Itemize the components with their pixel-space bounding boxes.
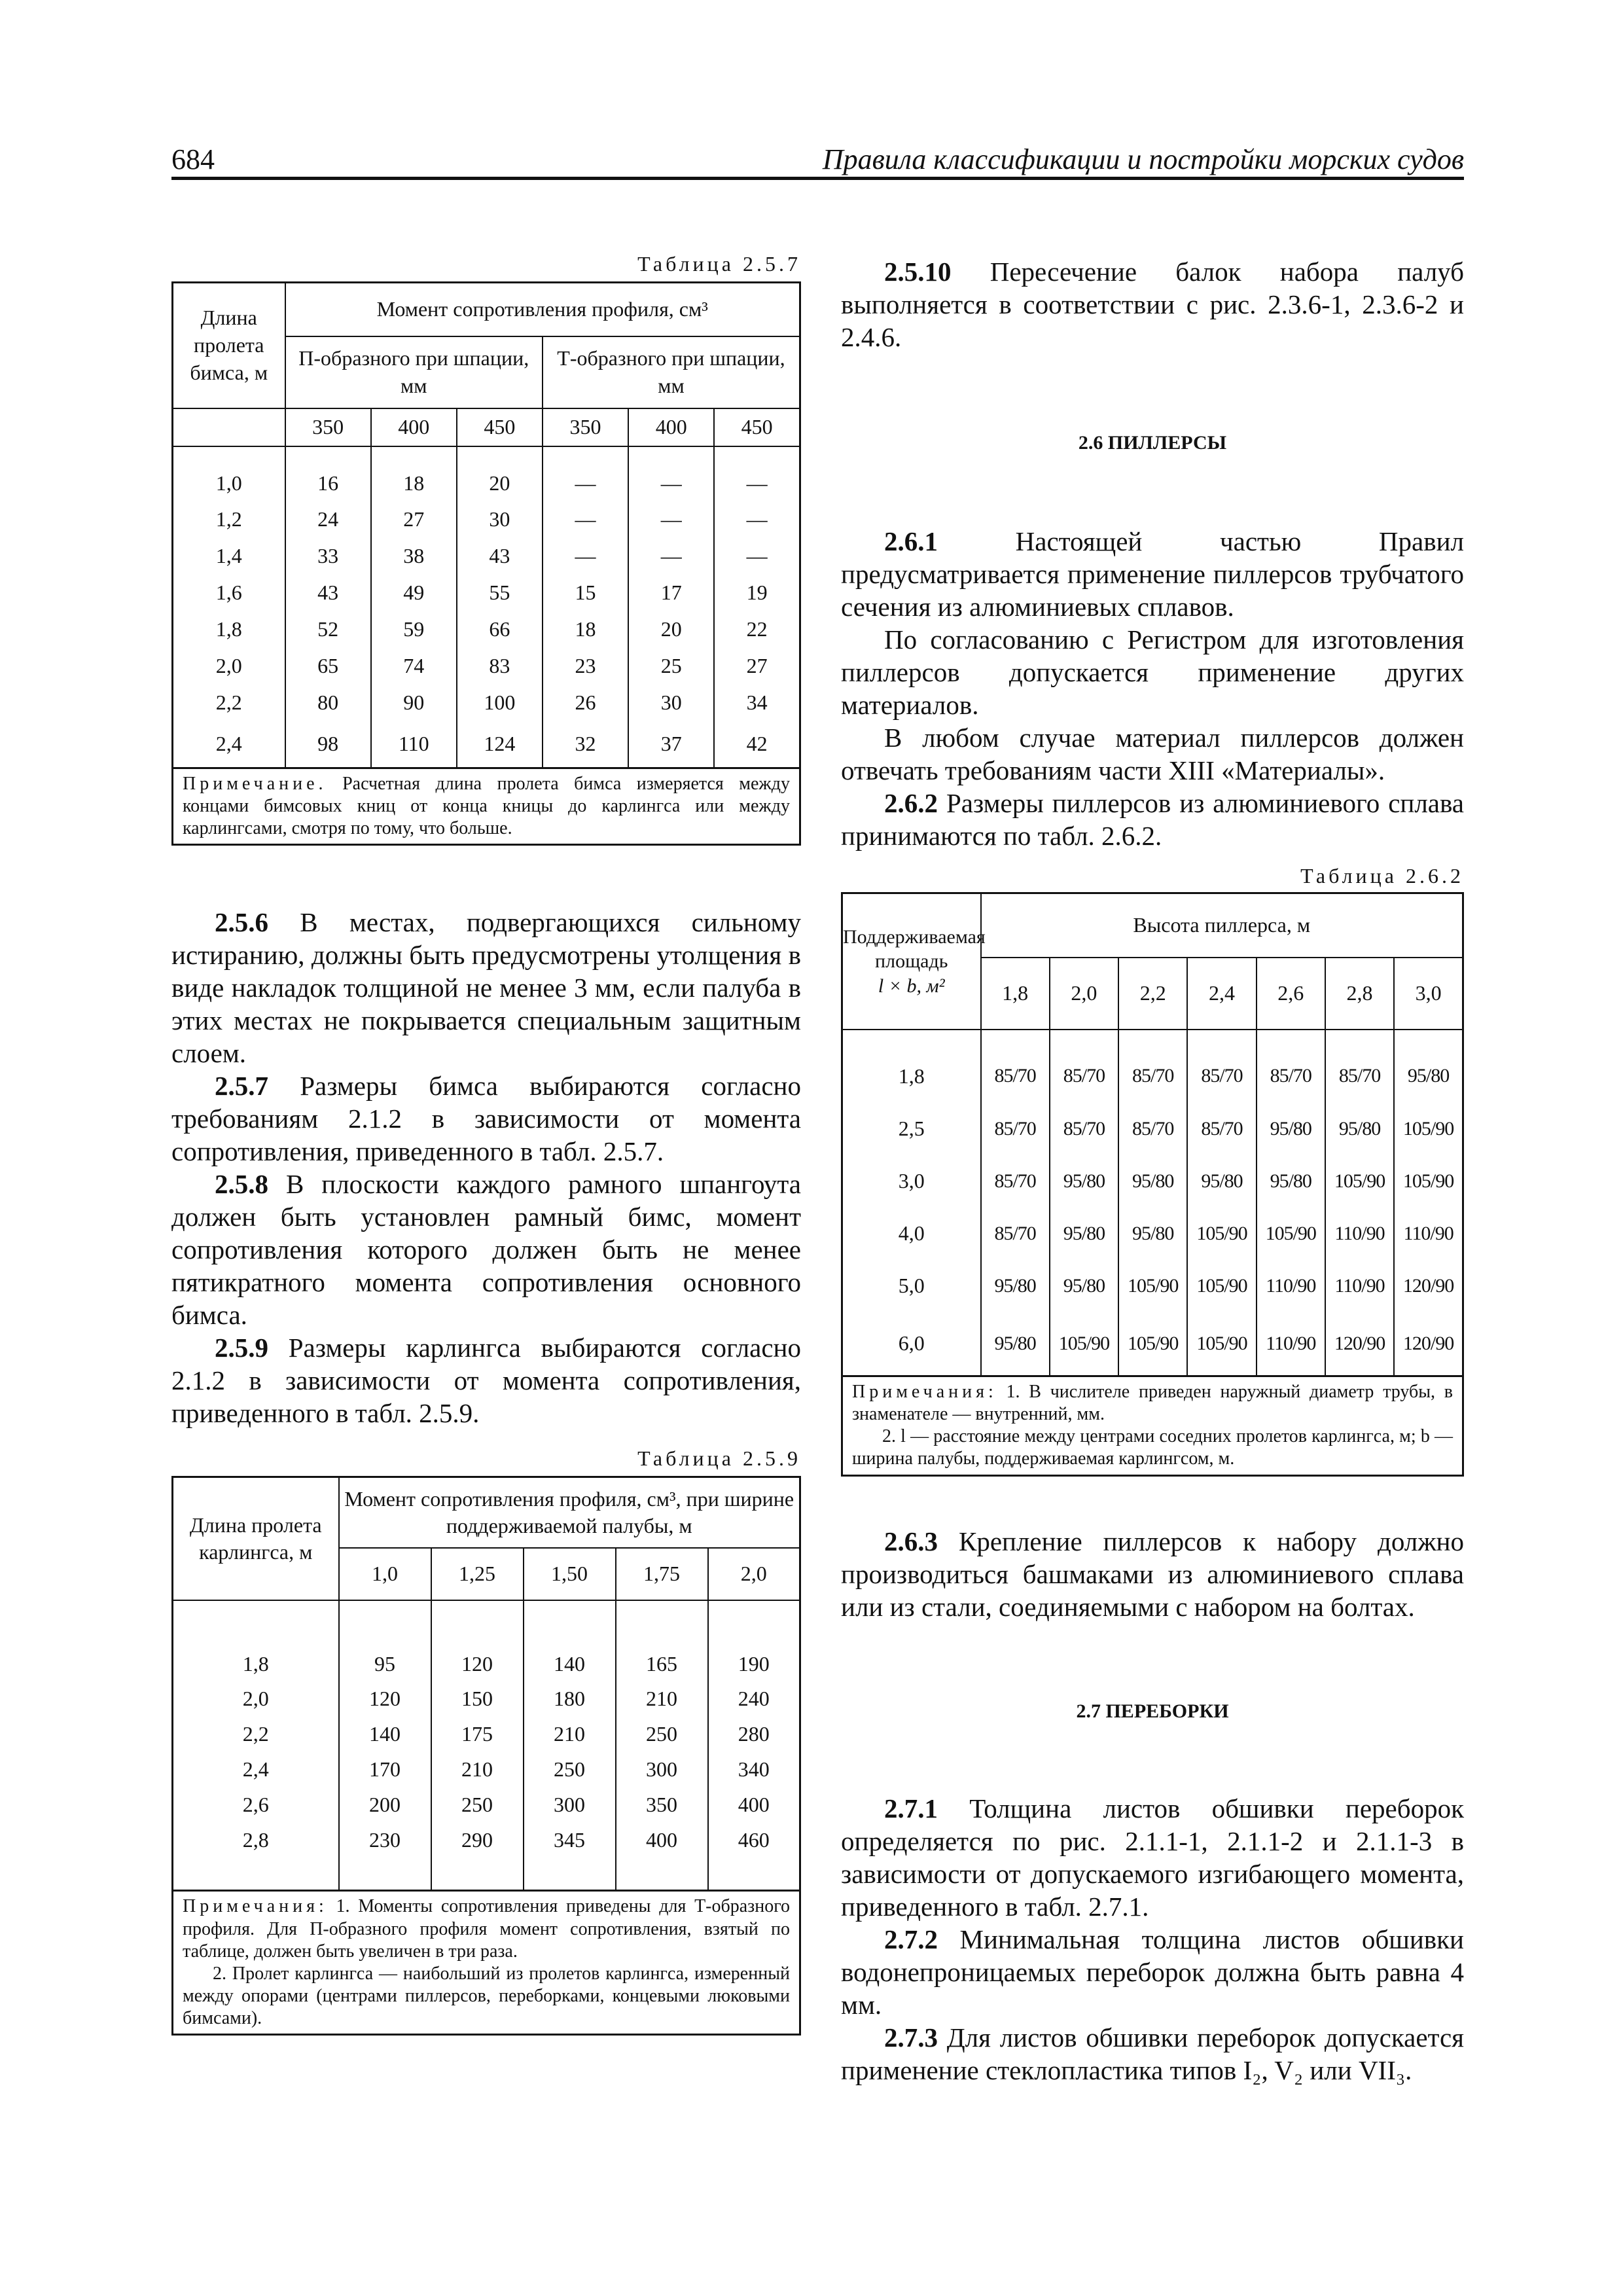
para-272: 2.7.2 Минимальная толщина листов обшивки водонепроницаемых переборок должна быть равна 4 мм. — [841, 1924, 1464, 2020]
table-cell: 110/90 — [1325, 1208, 1394, 1260]
table-259-col-moment: Момент сопротивления профиля, см³, при ширине поддерживаемой палубы, м — [339, 1477, 800, 1548]
table-cell: 52 — [285, 611, 371, 648]
para-text: Размеры карлингса выбираются согласно 2.1.2 в зависимости от момента сопротивления, приведенного в табл. 2.5.9. — [171, 1333, 802, 1429]
page-number: 684 — [171, 143, 215, 175]
para-left-3 — [171, 1331, 801, 1429]
table-cell: 95/80 — [981, 1312, 1050, 1376]
table-cell: — — [714, 446, 800, 501]
table-row — [173, 538, 800, 575]
table-259-note-1: 1. Моменты сопротивления приведены для Т-образного профиля. Для П-образного профиля момент сопротивления, взятый по таблице, должен быть увеличен в три раза. — [183, 1896, 790, 1962]
table-cell: 110 — [371, 721, 457, 768]
table-cell: 120/90 — [1394, 1260, 1463, 1312]
table-257-group-p: П-образного при шпации, мм — [285, 336, 543, 408]
table-row — [842, 1103, 1463, 1155]
table-cell: — — [543, 501, 628, 538]
table-cell: 350 — [616, 1787, 708, 1823]
table-cell: 85/70 — [1257, 1030, 1325, 1103]
table-cell: 1,8 — [842, 1030, 981, 1103]
table-cell: 85/70 — [981, 1155, 1050, 1208]
table-257-col-length: Длина пролета бимса, м — [173, 283, 285, 408]
table-257-spacing: 400 — [371, 408, 457, 446]
table-cell: 95/80 — [1050, 1260, 1118, 1312]
table-cell: 1,4 — [173, 538, 285, 575]
table-257-group-t: Т-образного при шпации, мм — [543, 336, 800, 408]
table-cell: 18 — [543, 611, 628, 648]
table-262-caption: Таблица 2.6.2 — [1300, 864, 1464, 888]
table-cell: 290 — [431, 1823, 524, 1891]
table-cell: 80 — [285, 685, 371, 721]
table-cell: 59 — [371, 611, 457, 648]
table-row — [173, 1752, 800, 1787]
table-257-note-text: Расчетная длина пролета бимса измеряется между концами бимсовых книц от конца кницы до карлингса или между карлингсами, смотря по тому, что больше. — [183, 774, 791, 839]
table-cell: 110/90 — [1394, 1208, 1463, 1260]
table-cell: 95/80 — [1325, 1103, 1394, 1155]
table-row — [842, 1030, 1463, 1103]
table-cell: 18 — [371, 446, 457, 501]
table-cell: 300 — [616, 1752, 708, 1787]
table-259-caption: Таблица 2.5.9 — [637, 1446, 801, 1471]
table-cell: 20 — [457, 446, 543, 501]
para-text: В плоскости каждого рамного шпангоута должен быть установлен рамный бимс, момент сопротивления которого должен быть не менее пятикратного момента сопротивления основного бимса. — [171, 1169, 801, 1331]
table-cell: 17 — [628, 575, 714, 611]
table-259-note-2: 2. Пролет карлингса — наибольший из пролетов карлингса, измеренный между опорами (центрами пиллерсов, переборками, концевыми люковыми бимсами). — [183, 1963, 790, 2029]
table-257-col-moment: Момент сопротивления профиля, см³ — [285, 283, 800, 336]
table-row — [842, 1260, 1463, 1312]
table-259-width: 2,0 — [708, 1548, 800, 1600]
table-cell: 400 — [708, 1787, 800, 1823]
table-cell: 85/70 — [1187, 1103, 1256, 1155]
section-27-heading: 2.7 ПЕРЕБОРКИ — [1076, 1700, 1229, 1722]
table-cell: 95/80 — [1118, 1155, 1187, 1208]
table-cell: 55 — [457, 575, 543, 611]
table-cell: 95 — [339, 1600, 431, 1681]
table-cell: 19 — [714, 575, 800, 611]
table-257-spacing: 450 — [457, 408, 543, 446]
table-cell: 230 — [339, 1823, 431, 1891]
table-cell: 66 — [457, 611, 543, 648]
table-cell: 95/80 — [1257, 1103, 1325, 1155]
para-left-2 — [171, 1168, 801, 1331]
table-cell: 120 — [339, 1681, 431, 1717]
table-cell: 105/90 — [1118, 1312, 1187, 1376]
table-cell: 85/70 — [981, 1208, 1050, 1260]
table-cell: 85/70 — [1325, 1030, 1394, 1103]
table-cell: 85/70 — [1187, 1030, 1256, 1103]
table-cell: 2,4 — [173, 721, 285, 768]
header-rule — [171, 177, 1464, 180]
table-cell: 2,6 — [173, 1787, 339, 1823]
table-cell: 2,5 — [842, 1103, 981, 1155]
table-cell: 124 — [457, 721, 543, 768]
table-cell: 1,8 — [173, 611, 285, 648]
table-259-width: 1,75 — [616, 1548, 708, 1600]
table-cell: — — [543, 446, 628, 501]
table-cell: 26 — [543, 685, 628, 721]
table-cell: 85/70 — [1050, 1030, 1118, 1103]
table-cell: — — [628, 538, 714, 575]
table-cell: 65 — [285, 648, 371, 685]
table-row — [173, 648, 800, 685]
left-column — [171, 252, 801, 2036]
table-cell: 2,4 — [173, 1752, 339, 1787]
table-cell: 1,0 — [173, 446, 285, 501]
table-cell: — — [628, 501, 714, 538]
table-cell: 460 — [708, 1823, 800, 1891]
table-259-col-length: Длина пролета карлингса, м — [173, 1477, 339, 1600]
table-cell: 1,8 — [173, 1600, 339, 1681]
table-cell: 140 — [524, 1600, 616, 1681]
table-cell: 25 — [628, 648, 714, 685]
table-262-height: 3,0 — [1394, 958, 1463, 1030]
table-row — [842, 1208, 1463, 1260]
table-cell: 95/80 — [1050, 1208, 1118, 1260]
table-cell: 250 — [524, 1752, 616, 1787]
table-cell: 49 — [371, 575, 457, 611]
table-cell: 400 — [616, 1823, 708, 1891]
table-cell: 180 — [524, 1681, 616, 1717]
table-262-note-label: Примечания: — [852, 1382, 997, 1402]
table-cell: 2,8 — [173, 1823, 339, 1891]
table-262-col-height: Высота пиллерса, м — [981, 893, 1463, 958]
table-cell: 95/80 — [1118, 1208, 1187, 1260]
table-cell: 5,0 — [842, 1260, 981, 1312]
table-cell: 27 — [714, 648, 800, 685]
left-paragraphs — [171, 906, 801, 1429]
table-cell: 1,6 — [173, 575, 285, 611]
table-257-spacing: 450 — [714, 408, 800, 446]
table-cell: 345 — [524, 1823, 616, 1891]
table-257-note-label: Примечание. — [183, 774, 327, 794]
table-cell: 2,0 — [173, 648, 285, 685]
table-cell: 2,2 — [173, 685, 285, 721]
table-row — [173, 1600, 800, 1681]
table-259-width: 1,25 — [431, 1548, 524, 1600]
para-left-1 — [171, 1069, 801, 1168]
table-262 — [841, 892, 1464, 1477]
para-number: 2.5.9 — [215, 1333, 268, 1363]
table-cell: 85/70 — [981, 1030, 1050, 1103]
table-cell: 165 — [616, 1600, 708, 1681]
table-row — [173, 611, 800, 648]
table-row — [842, 1155, 1463, 1208]
table-cell: 15 — [543, 575, 628, 611]
para-261: 2.6.1 Настоящей частью Правил предусматривается применение пиллерсов трубчатого сечения из алюминиевых сплавов. — [841, 526, 1465, 622]
para-number: 2.5.6 — [215, 907, 268, 938]
table-cell: 23 — [543, 648, 628, 685]
table-cell: 175 — [431, 1717, 524, 1752]
table-262-height: 2,4 — [1187, 958, 1256, 1030]
table-cell: 100 — [457, 685, 543, 721]
table-cell: 16 — [285, 446, 371, 501]
table-262-height: 2,0 — [1050, 958, 1118, 1030]
para-number: 2.5.8 — [215, 1169, 268, 1200]
table-cell: 120/90 — [1325, 1312, 1394, 1376]
table-cell: 105/90 — [1394, 1103, 1463, 1155]
table-row — [173, 575, 800, 611]
table-cell: 33 — [285, 538, 371, 575]
table-cell: 105/90 — [1394, 1155, 1463, 1208]
table-259-note-label: Примечания: — [183, 1896, 328, 1917]
table-257-spacing: 400 — [628, 408, 714, 446]
table-cell: 34 — [714, 685, 800, 721]
table-cell: — — [714, 501, 800, 538]
para-text: Размеры бимса выбираются согласно требованиям 2.1.2 в зависимости от момента сопротивления, приведенного в табл. 2.5.7. — [171, 1071, 801, 1167]
table-row — [173, 501, 800, 538]
table-cell: 85/70 — [1050, 1103, 1118, 1155]
table-259 — [171, 1476, 801, 2036]
table-cell: 22 — [714, 611, 800, 648]
table-cell: 105/90 — [1118, 1260, 1187, 1312]
table-cell: 98 — [285, 721, 371, 768]
table-cell: 210 — [616, 1681, 708, 1717]
para-number: 2.5.7 — [215, 1071, 268, 1102]
para-261c: В любом случае материал пиллерсов должен отвечать требованиям части XIII «Материалы». — [841, 723, 1464, 785]
table-cell: 200 — [339, 1787, 431, 1823]
table-cell: 85/70 — [1118, 1103, 1187, 1155]
table-cell: 105/90 — [1187, 1208, 1256, 1260]
table-row — [173, 446, 800, 501]
table-cell: 1,2 — [173, 501, 285, 538]
table-cell: 150 — [431, 1681, 524, 1717]
table-259-width: 1,50 — [524, 1548, 616, 1600]
para-left-0 — [171, 906, 801, 1069]
table-262-note-1: 1. В числителе приведен наружный диаметр трубы, в знаменателе — внутренний, мм. — [852, 1382, 1453, 1425]
table-cell: — — [543, 538, 628, 575]
table-cell: 27 — [371, 501, 457, 538]
table-cell: 340 — [708, 1752, 800, 1787]
table-cell: 83 — [457, 648, 543, 685]
table-cell: 4,0 — [842, 1208, 981, 1260]
table-cell: 42 — [714, 721, 800, 768]
table-cell: 105/90 — [1257, 1208, 1325, 1260]
table-259-note — [173, 1891, 800, 2035]
table-257-spacing: 350 — [285, 408, 371, 446]
para-2510: 2.5.10 Пересечение балок набора палуб выполняется в соответствии с рис. 2.3.6-1, 2.3.6-2 и 2.4.6. — [841, 257, 1464, 352]
table-cell: 85/70 — [981, 1103, 1050, 1155]
table-cell: — — [714, 538, 800, 575]
table-cell: 300 — [524, 1787, 616, 1823]
para-261b: По согласованию с Регистром для изготовления пиллерсов допускается применение других материалов. — [841, 624, 1464, 720]
table-cell: 2,0 — [173, 1681, 339, 1717]
table-cell: 95/80 — [1394, 1030, 1463, 1103]
table-262-height: 1,8 — [981, 958, 1050, 1030]
table-cell: 120 — [431, 1600, 524, 1681]
table-cell: 210 — [524, 1717, 616, 1752]
table-cell: 32 — [543, 721, 628, 768]
table-cell: 74 — [371, 648, 457, 685]
table-cell: 38 — [371, 538, 457, 575]
para-263: 2.6.3 Крепление пиллерсов к набору должно производиться башмаками из алюминиевого сплава или из стали, соединяемыми с набором на болтах. — [841, 1526, 1465, 1622]
table-cell: 30 — [628, 685, 714, 721]
table-row — [173, 1681, 800, 1717]
table-cell: 190 — [708, 1600, 800, 1681]
table-cell: — — [628, 446, 714, 501]
table-cell: 105/90 — [1187, 1312, 1256, 1376]
table-cell: 37 — [628, 721, 714, 768]
table-259-width: 1,0 — [339, 1548, 431, 1600]
table-cell: 2,2 — [173, 1717, 339, 1752]
table-cell: 95/80 — [1257, 1155, 1325, 1208]
table-cell: 240 — [708, 1681, 800, 1717]
table-cell: 105/90 — [1187, 1260, 1256, 1312]
table-257-note — [173, 768, 800, 845]
running-title: Правила классификации и постройки морских судов — [822, 143, 1464, 175]
table-257-spacing: 350 — [543, 408, 628, 446]
table-cell: 105/90 — [1325, 1155, 1394, 1208]
table-262-note — [842, 1376, 1463, 1476]
table-row — [173, 685, 800, 721]
table-cell: 20 — [628, 611, 714, 648]
table-cell: 95/80 — [1050, 1155, 1118, 1208]
table-row — [173, 1787, 800, 1823]
table-cell: 110/90 — [1325, 1260, 1394, 1312]
table-row — [173, 1823, 800, 1891]
table-row — [173, 1717, 800, 1752]
para-271: 2.7.1 Толщина листов обшивки переборок определяется по рис. 2.1.1-1, 2.1.1-2 и 2.1.1-3 в зависимости от допускаемого изгибающего момента, приведенного в табл. 2.7.1. — [841, 1793, 1465, 1922]
table-cell — [173, 408, 285, 446]
table-cell: 280 — [708, 1717, 800, 1752]
table-cell: 210 — [431, 1752, 524, 1787]
table-257-caption: Таблица 2.5.7 — [637, 252, 801, 276]
table-262-col-area: Поддерживаемая площадь l × b, м² — [842, 893, 981, 1030]
table-262-height: 2,2 — [1118, 958, 1187, 1030]
table-262-note-2: 2. l — расстояние между центрами соседних пролетов карлингса, м; b — ширина палубы, поддерживаемая карлингсом, м. — [852, 1426, 1453, 1469]
table-row — [842, 1312, 1463, 1376]
table-cell: 43 — [285, 575, 371, 611]
table-cell: 110/90 — [1257, 1260, 1325, 1312]
table-cell: 95/80 — [1187, 1155, 1256, 1208]
section-26-heading: 2.6 ПИЛЛЕРСЫ — [1078, 432, 1227, 454]
table-cell: 85/70 — [1118, 1030, 1187, 1103]
table-262-height: 2,8 — [1325, 958, 1394, 1030]
table-cell: 3,0 — [842, 1155, 981, 1208]
table-cell: 90 — [371, 685, 457, 721]
table-cell: 110/90 — [1257, 1312, 1325, 1376]
table-262-height: 2,6 — [1257, 958, 1325, 1030]
table-cell: 170 — [339, 1752, 431, 1787]
para-273: 2.7.3 Для листов обшивки переборок допускается применение стеклопластика типов I₂, V₂ или VII₃. — [841, 2022, 1465, 2085]
table-257 — [171, 281, 801, 846]
para-text: В местах, подвергающихся сильному истиранию, должны быть предусмотрены утолщения в виде накладок толщиной не менее 3 мм, если палуба в этих местах не покрывается специальным защитным слоем. — [171, 907, 801, 1069]
table-cell: 250 — [431, 1787, 524, 1823]
table-cell: 105/90 — [1050, 1312, 1118, 1376]
table-cell: 43 — [457, 538, 543, 575]
table-cell: 24 — [285, 501, 371, 538]
table-cell: 95/80 — [981, 1260, 1050, 1312]
para-262: 2.6.2 Размеры пиллерсов из алюминиевого сплава принимаются по табл. 2.6.2. — [841, 788, 1465, 851]
table-cell: 250 — [616, 1717, 708, 1752]
table-cell: 140 — [339, 1717, 431, 1752]
table-row — [173, 721, 800, 768]
table-cell: 120/90 — [1394, 1312, 1463, 1376]
table-cell: 6,0 — [842, 1312, 981, 1376]
right-column — [841, 255, 1464, 2087]
table-cell: 30 — [457, 501, 543, 538]
